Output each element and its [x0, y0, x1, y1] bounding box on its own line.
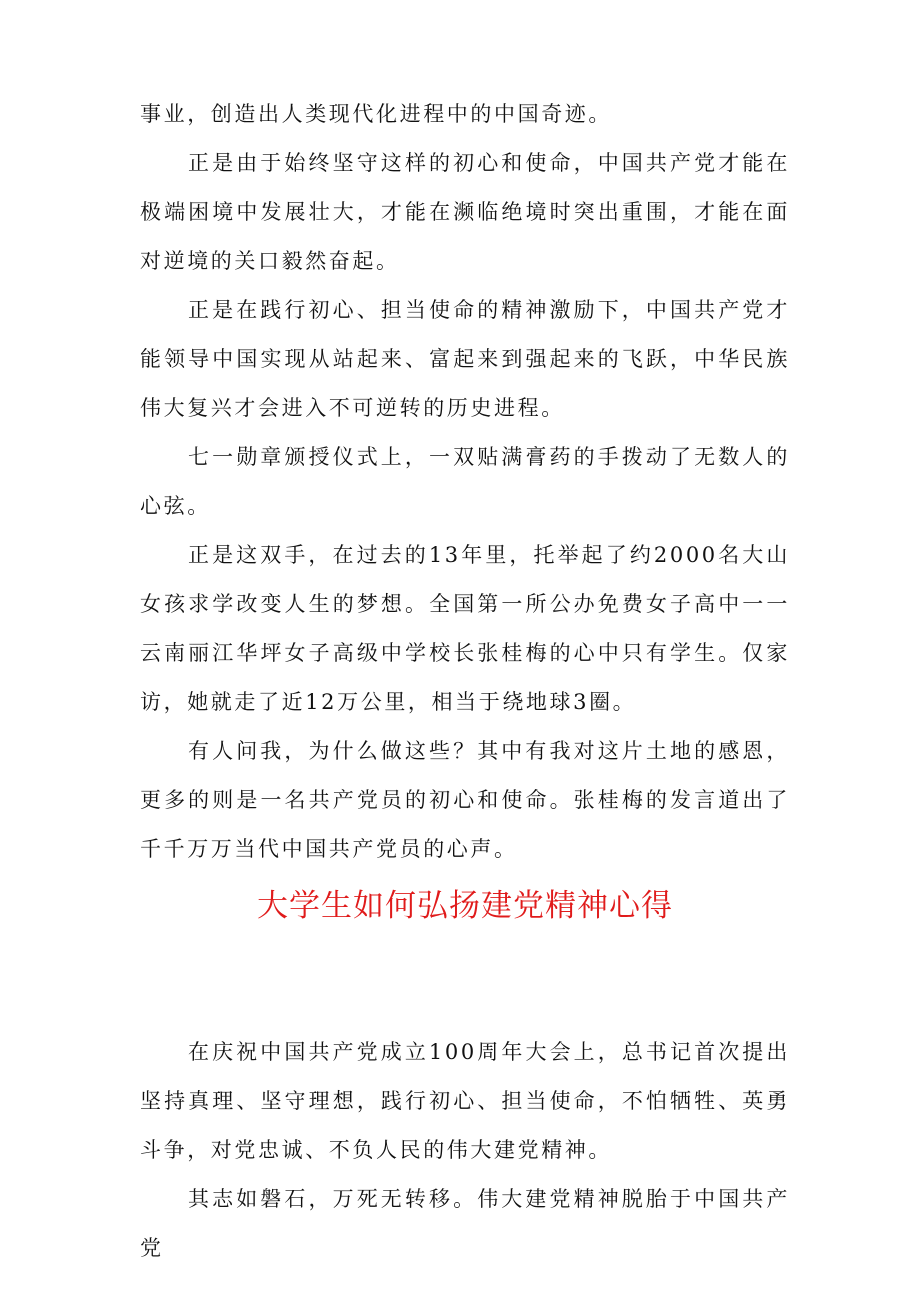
paragraph-8: 其志如磐石，万死无转移。伟大建党精神脱胎于中国共产党	[140, 1187, 790, 1260]
paragraph-2: 正是由于始终坚守这样的初心和使命，中国共产党才能在极端困境中发展壮大，才能在濒临绝境时突出重围，才能在面对逆境的关口毅然奋起。	[140, 151, 790, 273]
document-page	[140, 90, 790, 1273]
paragraph-5: 正是这双手，在过去的13年里，托举起了约2000名大山女孩求学改变人生的梦想。全国第一所公办免费女子高中一一云南丽江华坪女子高级中学校长张桂梅的心中只有学生。仅家访，她就走了近12万公里，相当于绕地球3圈。	[140, 543, 790, 714]
section-title: 大学生如何弘扬建党精神心得	[257, 888, 673, 924]
paragraph-3: 正是在践行初心、担当使命的精神激励下，中国共产党才能领导中国实现从站起来、富起来到强起来的飞跃，中华民族伟大复兴才会进入不可逆转的历史进程。	[140, 298, 790, 420]
paragraph-1: 事业，创造出人类现代化进程中的中国奇迹。	[140, 102, 612, 126]
paragraph-7: 在庆祝中国共产党成立100周年大会上，总书记首次提出坚持真理、坚守理想，践行初心、担当使命，不怕牺牲、英勇斗争，对党忠诚、不负人民的伟大建党精神。	[140, 1040, 790, 1162]
title-spacer	[140, 936, 790, 1028]
paragraph-4: 七一勋章颁授仪式上，一双贴满膏药的手拨动了无数人的心弦。	[140, 445, 790, 518]
paragraph-6: 有人问我，为什么做这些？其中有我对这片土地的感恩，更多的则是一名共产党员的初心和使命。张桂梅的发言道出了千千万万当代中国共产党员的心声。	[140, 739, 790, 861]
